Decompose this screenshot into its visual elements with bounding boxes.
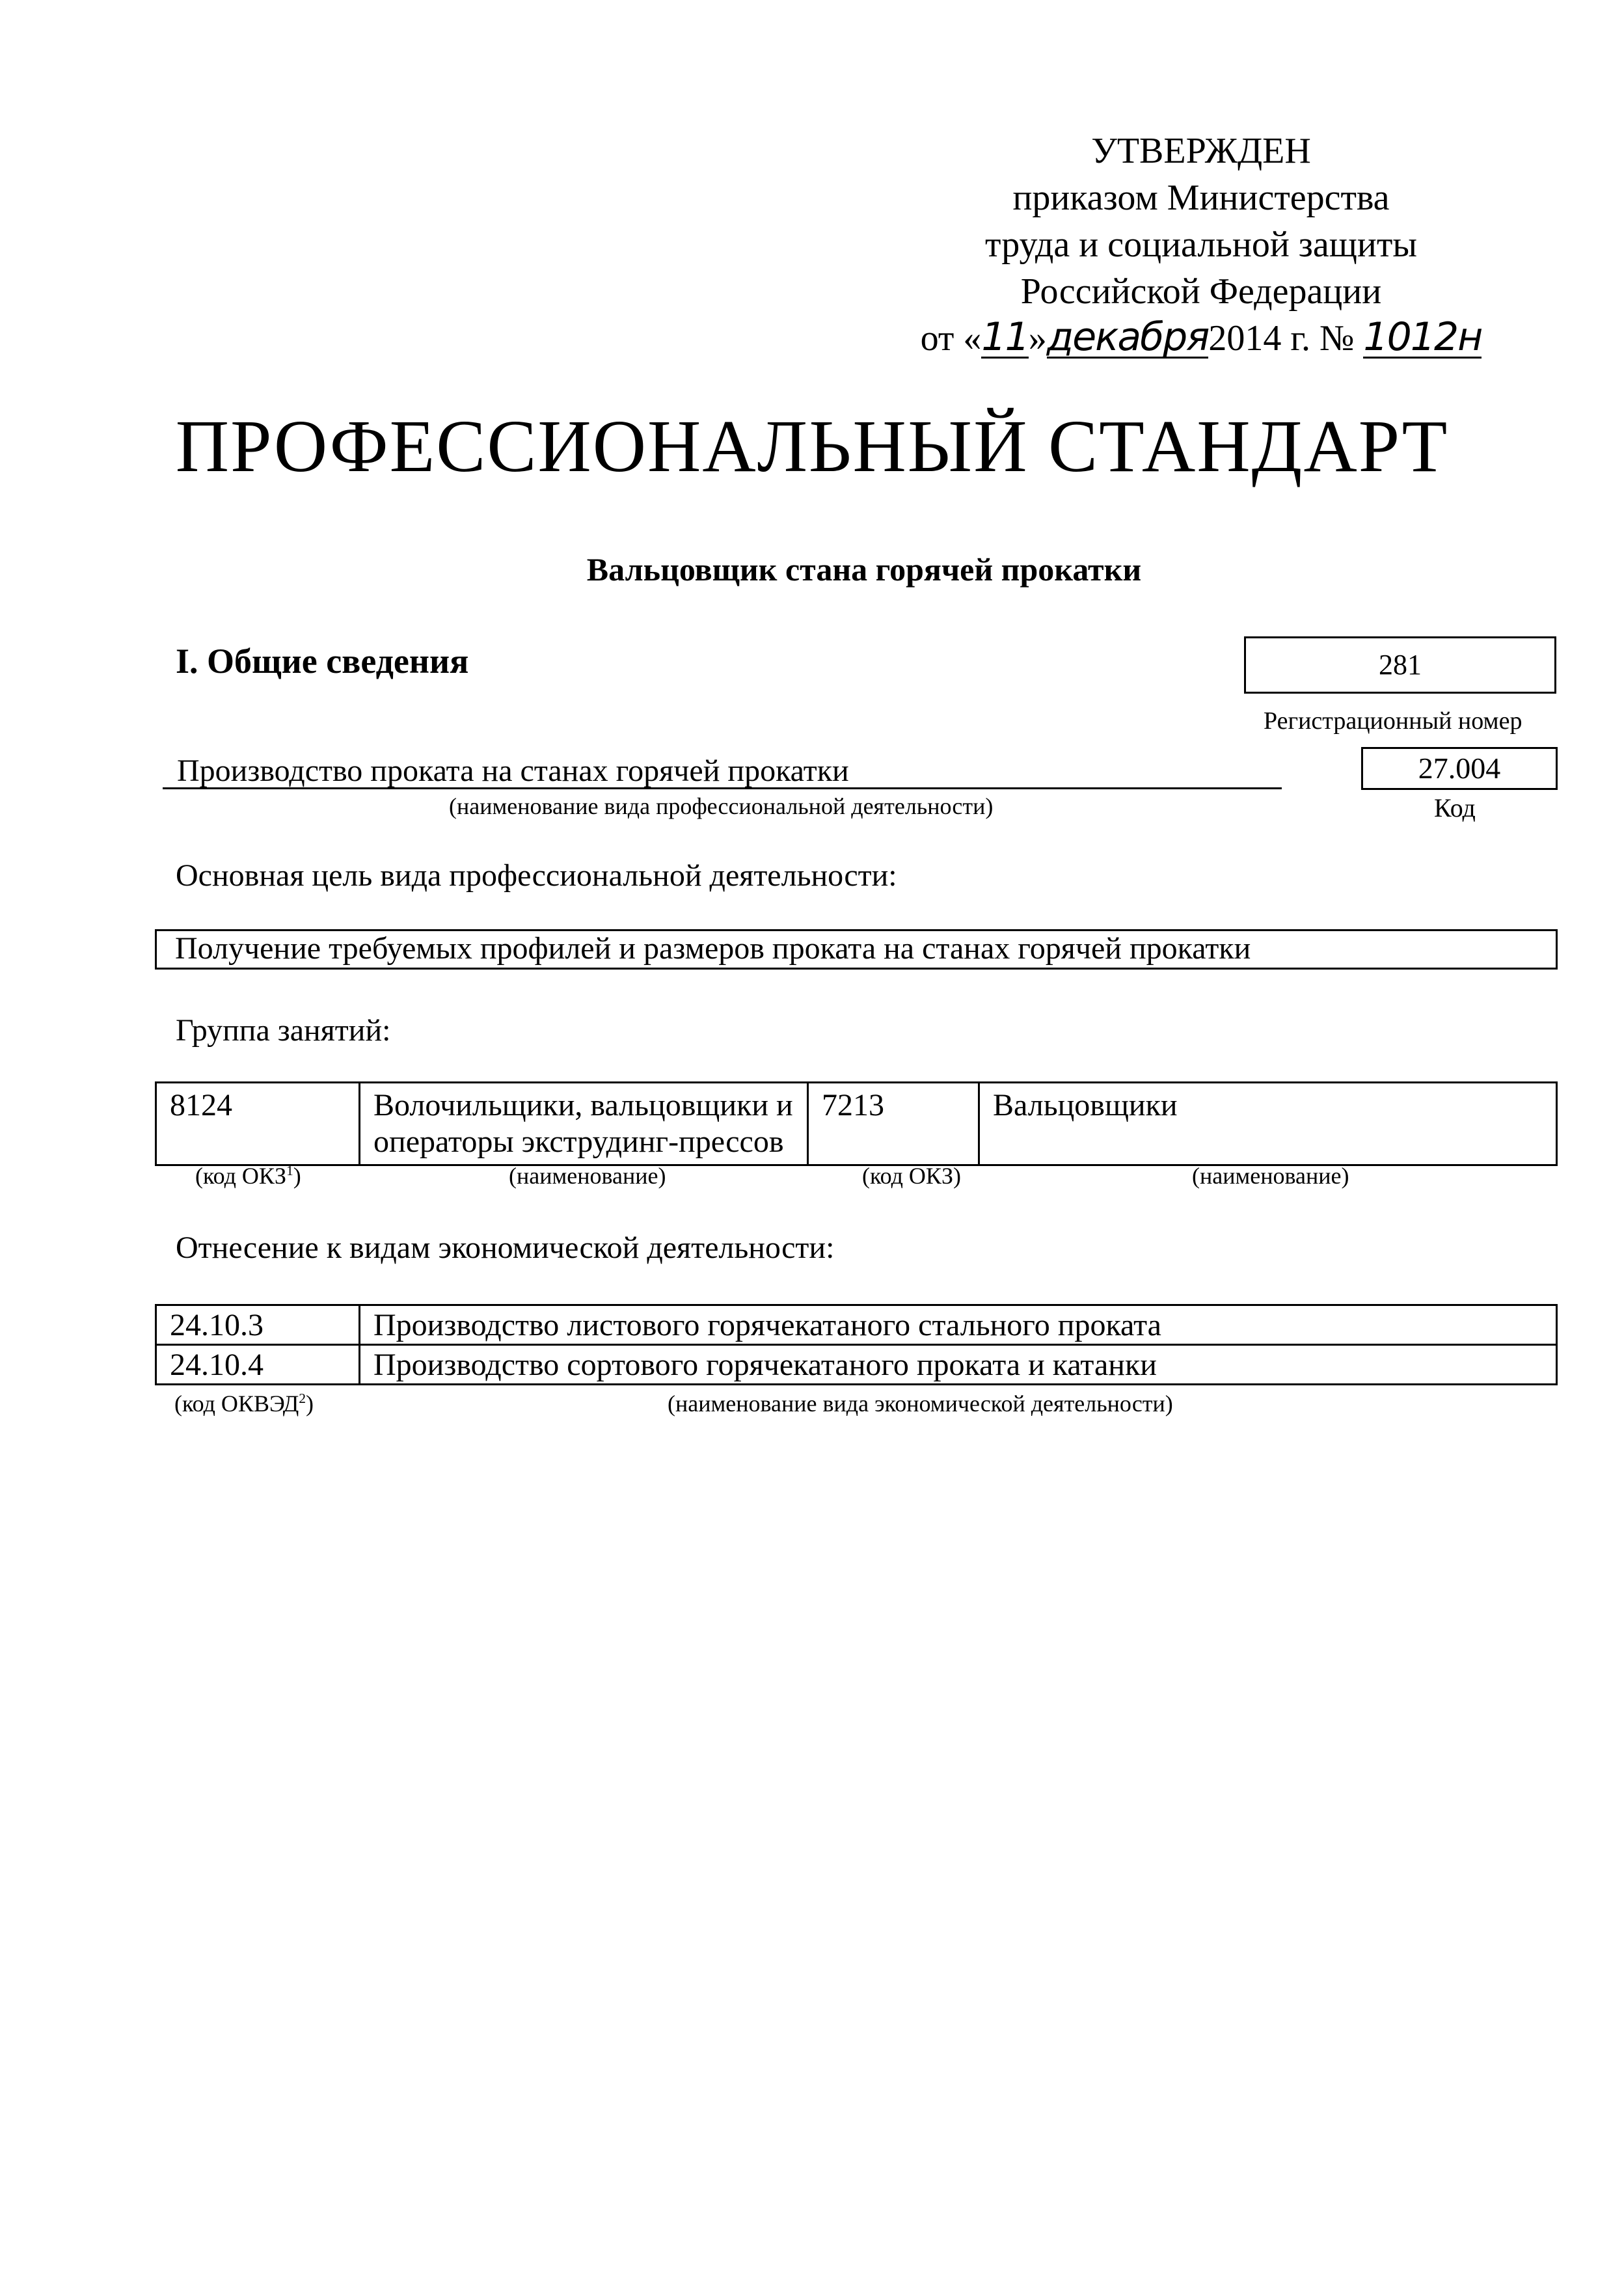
activity-name: Производство проката на станах горячей прокатки xyxy=(177,754,849,788)
okz-name-1 xyxy=(360,1083,808,1165)
okved-code-caption-text: (код ОКВЭД xyxy=(174,1391,299,1417)
economic-row xyxy=(156,1305,1557,1345)
economic-label: Отнесение к видам экономической деятельности: xyxy=(176,1230,835,1265)
okz-code-caption-end: ) xyxy=(293,1163,301,1189)
okved-name: Производство листового горячекатаного стального проката xyxy=(360,1305,1557,1345)
okz-code-2-caption: (код ОКЗ) xyxy=(862,1163,961,1189)
okved-name-caption: (наименование вида экономической деятельности) xyxy=(668,1391,1173,1417)
document-title: ПРОФЕССИОНАЛЬНЫЙ СТАНДАРТ xyxy=(175,405,1449,487)
registration-number-label: Регистрационный номер xyxy=(1264,707,1522,735)
approval-line-3: труда и социальной защиты xyxy=(985,224,1417,265)
okz-name-caption: (наименование) xyxy=(509,1163,666,1189)
okz-name-2-caption: (наименование) xyxy=(1192,1163,1349,1189)
approval-line-2: приказом Министерства xyxy=(1012,178,1390,218)
occupations-row xyxy=(156,1083,1557,1165)
approval-line-1: УТВЕРЖДЕН xyxy=(1091,131,1311,171)
okz-code-caption-text: (код ОКЗ xyxy=(195,1163,286,1189)
activity-code-box xyxy=(1361,747,1558,790)
order-month-handwritten: декабря xyxy=(1046,314,1209,360)
activity-code-label: Код xyxy=(1434,793,1476,822)
order-date-line xyxy=(876,315,1526,362)
registration-number: 281 xyxy=(1379,649,1422,681)
order-day-handwritten: 11 xyxy=(981,314,1029,360)
standard-subject: Вальцовщик стана горячей прокатки xyxy=(586,551,1142,588)
section-heading: I. Общие сведения xyxy=(176,642,469,681)
occupations-table xyxy=(155,1081,1558,1166)
from-prefix: от « xyxy=(920,318,982,359)
okved-code-caption-end: ) xyxy=(306,1391,314,1417)
footnote-1-marker: 1 xyxy=(286,1163,293,1178)
okz-code-2: 7213 xyxy=(808,1083,979,1165)
okz-name-2: Вальцовщики xyxy=(979,1083,1557,1165)
okved-name: Производство сортового горячекатаного проката и катанки xyxy=(360,1345,1557,1385)
purpose-label: Основная цель вида профессиональной деятельности: xyxy=(176,858,897,893)
activity-underline xyxy=(163,787,1282,789)
purpose-box xyxy=(155,929,1558,970)
order-number-handwritten: 1012н xyxy=(1363,314,1482,360)
approval-block xyxy=(876,128,1526,362)
approval-line-4: Российской Федерации xyxy=(1020,271,1382,312)
activity-code: 27.004 xyxy=(1418,752,1501,785)
registration-number-box xyxy=(1244,636,1556,694)
purpose-text: Получение требуемых профилей и размеров проката на станах горячей прокатки xyxy=(175,931,1251,966)
activity-name-caption: (наименование вида профессиональной деятельности) xyxy=(449,793,994,819)
okz-code-1: 8124 xyxy=(156,1083,360,1165)
mid-quote: » xyxy=(1028,318,1047,359)
okz-name-1-line-2: операторы экструдинг-прессов xyxy=(373,1124,784,1159)
occupations-label: Группа занятий: xyxy=(176,1013,391,1048)
okved-code-caption xyxy=(174,1390,314,1417)
economic-row xyxy=(156,1345,1557,1385)
footnote-2-marker: 2 xyxy=(299,1391,306,1406)
okved-code: 24.10.3 xyxy=(156,1305,360,1345)
okved-code: 24.10.4 xyxy=(156,1345,360,1385)
economic-table xyxy=(155,1304,1558,1385)
order-year: 2014 г. № xyxy=(1208,318,1355,359)
okz-name-1-line-1: Волочильщики, вальцовщики и xyxy=(373,1088,793,1122)
okz-code-caption xyxy=(195,1162,301,1189)
